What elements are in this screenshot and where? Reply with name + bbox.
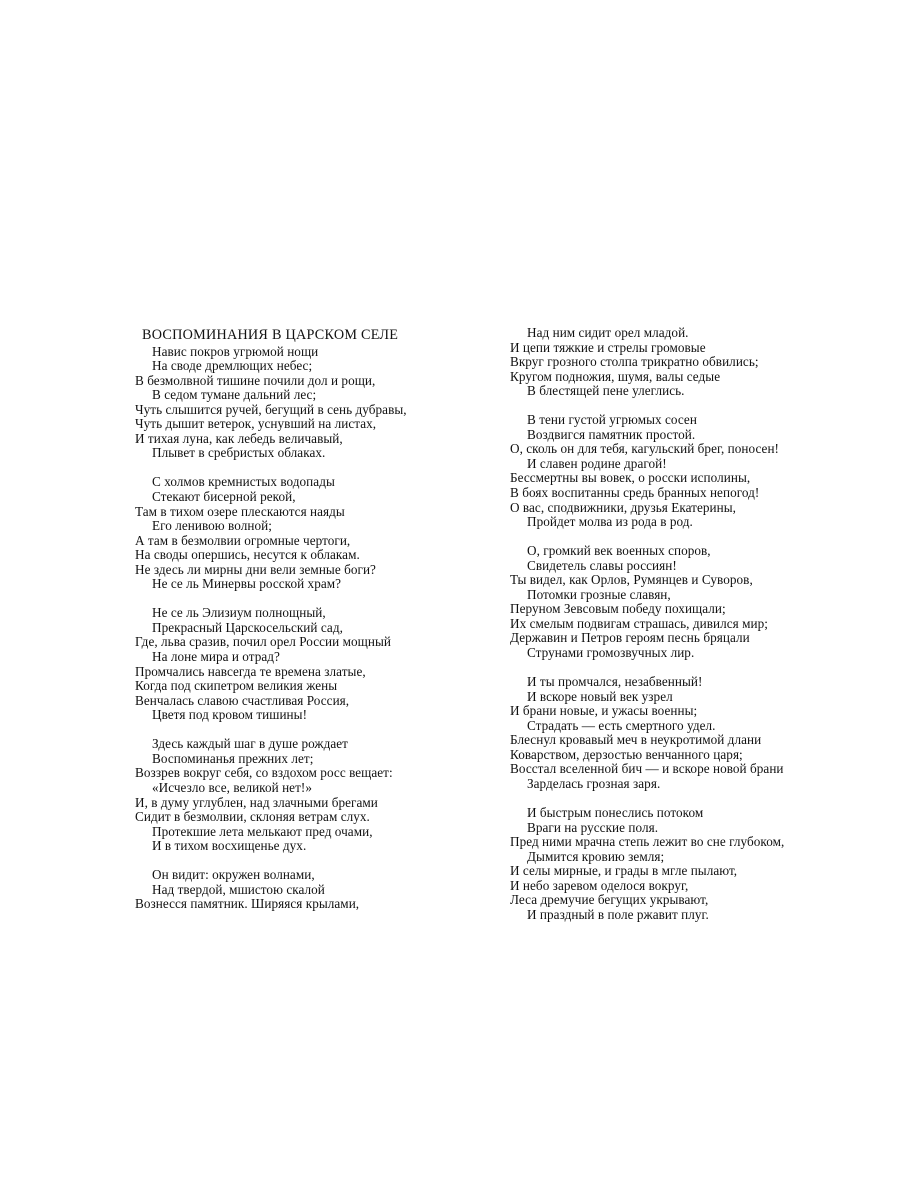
verse-line: Его ленивою волной; xyxy=(152,518,272,534)
verse-line: Бессмертны вы вовек, о росски исполины, xyxy=(510,470,751,486)
verse-line: Вознесся памятник. Ширяяся крылами, xyxy=(135,896,360,912)
verse-line: Страдать — есть смертного удел. xyxy=(527,717,716,733)
stanza xyxy=(510,413,810,529)
verse-line: Сидит в безмолвии, склоняя ветрам слух. xyxy=(135,809,370,825)
verse-line: Плывет в сребристых облаках. xyxy=(152,445,326,461)
verse-line: Протекшие лета мелькают пред очами, xyxy=(152,823,373,839)
verse-line: Их смелым подвигам страшась, дивился мир; xyxy=(510,615,768,631)
verse-line: О, сколь он для тебя, кагульский брег, поносен! xyxy=(510,441,779,457)
verse-line: И тихая луна, как лебедь величавый, xyxy=(135,430,343,446)
stanza xyxy=(135,475,435,591)
verse-line: Когда под скипетром великия жены xyxy=(135,678,338,694)
verse-line: И небо заревом оделося вокруг, xyxy=(510,877,689,893)
stanza xyxy=(510,675,810,791)
verse-line: И ты промчался, незабвенный! xyxy=(527,674,703,690)
verse-line: Зарделась грозная заря. xyxy=(527,775,661,791)
verse-line: И праздный в поле ржавит плуг. xyxy=(527,906,709,922)
verse-line: И быстрым понеслись потоком xyxy=(527,805,704,821)
verse-line: Свидетель славы россиян! xyxy=(527,557,677,573)
left-page-column xyxy=(135,326,435,912)
verse-line: Не здесь ли мирны дни вели земные боги? xyxy=(135,561,376,577)
stanza-break xyxy=(135,854,435,869)
verse-line: В седом тумане дальний лес; xyxy=(152,387,317,403)
verse-line: Стекают бисерной рекой, xyxy=(152,489,296,505)
verse-line: И селы мирные, и грады в мгле пылают, xyxy=(510,863,738,879)
verse-line: И вскоре новый век узрел xyxy=(527,688,673,704)
verse-line: Дымится кровию земля; xyxy=(527,848,665,864)
verse-line: Воззрев вокруг себя, со вздохом росс вещает: xyxy=(135,765,393,781)
verse-line: Воспоминанья прежних лет; xyxy=(152,750,314,766)
verse-line: А там в безмолвии огромные чертоги, xyxy=(135,532,351,548)
stanza xyxy=(510,806,810,922)
verse-line: Державин и Петров героям песнь бряцали xyxy=(510,630,750,646)
stanza xyxy=(135,737,435,853)
verse-line: И брани новые, и ужасы военны; xyxy=(510,703,698,719)
verse-line: Там в тихом озере плескаются наяды xyxy=(135,503,345,519)
verse-line: Цветя под кровом тишины! xyxy=(152,707,308,723)
verse-line: Струнами громозвучных лир. xyxy=(527,645,695,661)
stanza-break xyxy=(135,461,435,476)
verse-line: Ты видел, как Орлов, Румянцев и Суворов, xyxy=(510,572,753,588)
verse-line: В безмолвной тишине почили дол и рощи, xyxy=(135,372,376,388)
verse-line: В тени густой угрюмых сосен xyxy=(527,412,697,428)
verse-line: В боях воспитанны средь бранных непогод! xyxy=(510,485,760,501)
verse-line: Пред ними мрачна степь лежит во сне глубоком, xyxy=(510,834,785,850)
verse-line: Он видит: окружен волнами, xyxy=(152,867,315,883)
stanza xyxy=(510,326,810,399)
stanza-break xyxy=(510,792,810,807)
stanza-break xyxy=(135,723,435,738)
verse-line: Вкруг грозного столпа трикратно обвились; xyxy=(510,354,759,370)
verse-line: Пройдет молва из рода в род. xyxy=(527,514,693,530)
verse-line: Леса дремучие бегущих укрывают, xyxy=(510,892,709,908)
stanza xyxy=(510,544,810,660)
verse-line: В блестящей пене улеглись. xyxy=(527,383,685,399)
verse-line: Потомки грозные славян, xyxy=(527,586,671,602)
verse-line: «Исчезло все, великой нет!» xyxy=(152,779,312,795)
verse-line: Над твердой, мшистою скалой xyxy=(152,881,325,897)
verse-line: Чуть дышит ветерок, уснувший на листах, xyxy=(135,416,377,432)
verse-line: Перуном Зевсовым победу похищали; xyxy=(510,601,726,617)
verse-line: С холмов кремнистых водопады xyxy=(152,474,335,490)
stanza xyxy=(135,868,435,912)
verse-line: Коварством, дерзостью венчанного царя; xyxy=(510,746,743,762)
verse-line: Промчались навсегда те времена златые, xyxy=(135,663,366,679)
verse-line: На своды опершись, несутся к облакам. xyxy=(135,547,360,563)
stanza xyxy=(135,606,435,722)
verse-line: О, громкий век военных споров, xyxy=(527,543,711,559)
verse-line: Кругом подножия, шумя, валы седые xyxy=(510,368,721,384)
right-page-column xyxy=(510,326,810,922)
stanza xyxy=(135,345,435,461)
verse-line: На своде дремлющих небес; xyxy=(152,358,313,374)
verse-line: Не се ль Элизиум полнощный, xyxy=(152,605,326,621)
title-spacer xyxy=(135,326,435,341)
stanza-break xyxy=(135,592,435,607)
poem-title: ВОСПОМИНАНИЯ В ЦАРСКОМ СЕЛЕ xyxy=(142,327,399,343)
verse-line: И в тихом восхищенье дух. xyxy=(152,838,307,854)
stanza-break xyxy=(510,530,810,545)
verse-line: О вас, сподвижники, друзья Екатерины, xyxy=(510,499,736,515)
verse-line: Здесь каждый шаг в душе рождает xyxy=(152,736,348,752)
verse-line: Воздвигся памятник простой. xyxy=(527,426,696,442)
verse-line: Чуть слышится ручей, бегущий в сень дубравы, xyxy=(135,401,407,417)
stanza-break xyxy=(510,661,810,676)
verse-line: Враги на русские поля. xyxy=(527,819,659,835)
verse-line: Венчалась славою счастливая Россия, xyxy=(135,692,350,708)
verse-line: И, в думу углублен, над злачными брегами xyxy=(135,794,378,810)
verse-line: Где, льва сразив, почил орел России мощный xyxy=(135,634,391,650)
verse-line: Над ним сидит орел младой. xyxy=(527,325,689,340)
verse-line: Блеснул кровавый меч в неукротимой длани xyxy=(510,732,762,748)
stanza-break xyxy=(510,399,810,414)
verse-line: Восстал вселенной бич — и вскоре новой брани xyxy=(510,761,784,777)
verse-line: И цепи тяжкие и стрелы громовые xyxy=(510,339,706,355)
verse-line: Не се ль Минервы росской храм? xyxy=(152,576,342,592)
verse-line: Прекрасный Царскосельский сад, xyxy=(152,619,343,635)
verse-line: Навис покров угрюмой нощи xyxy=(152,343,319,359)
verse-line: И славен родине драгой! xyxy=(527,455,667,471)
verse-line: На лоне мира и отрад? xyxy=(152,649,280,665)
